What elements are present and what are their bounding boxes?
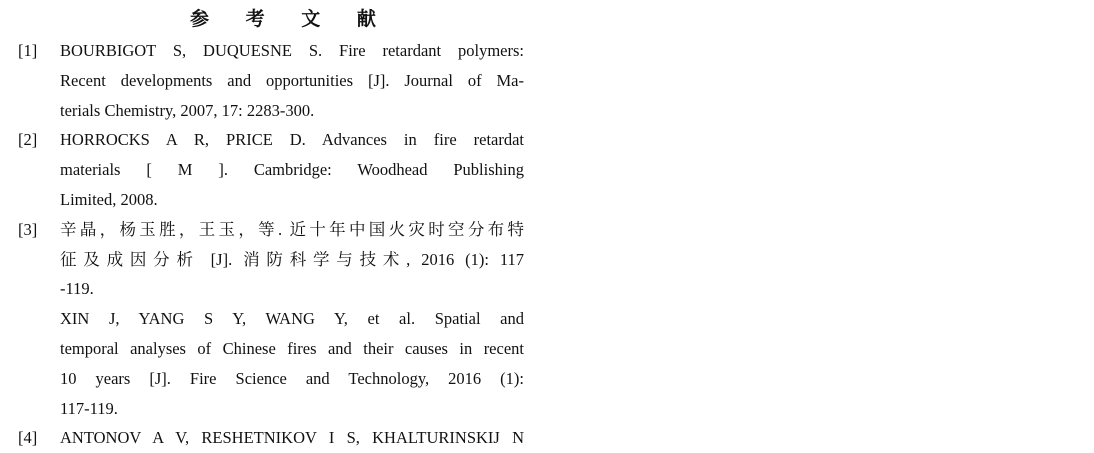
reference-line: -119. bbox=[60, 279, 94, 299]
reference-number: [3] bbox=[18, 219, 38, 239]
reference-line: 10 years [J]. Fire Science and Technology, 2016 (1): bbox=[60, 368, 524, 388]
reference-item-1 bbox=[18, 36, 524, 125]
reference-line: ANTONOV A V, RESHETNIKOV I S, KHALTURINSKIJ N bbox=[60, 428, 524, 448]
reference-line: 征及成因分析 [J]. 消防科学与技术, 2016 (1): 117 bbox=[60, 249, 524, 269]
reference-line: 辛晶，杨玉胜，王玉，等. 近十年中国火灾时空分布特 bbox=[60, 219, 524, 239]
reference-line: HORROCKS A R, PRICE D. Advances in fire retardat bbox=[60, 130, 524, 150]
reference-line: Recent developments and opportunities [J]. Journal of Ma- bbox=[60, 70, 524, 90]
reference-line: 117-119. bbox=[60, 398, 118, 418]
reference-line: materials [ M ]. Cambridge: Woodhead Publishing bbox=[60, 160, 524, 180]
reference-item-3 bbox=[18, 215, 524, 424]
references-heading: 参 考 文 献 bbox=[190, 8, 391, 30]
reference-list bbox=[18, 36, 524, 453]
reference-line: XIN J, YANG S Y, WANG Y, et al. Spatial and bbox=[60, 309, 524, 329]
reference-item-4 bbox=[18, 423, 524, 453]
reference-line: temporal analyses of Chinese fires and their causes in recent bbox=[60, 338, 524, 358]
reference-number: [2] bbox=[18, 130, 38, 150]
reference-item-2 bbox=[18, 125, 524, 214]
reference-number: [1] bbox=[18, 41, 38, 60]
reference-number: [4] bbox=[18, 428, 38, 448]
reference-line: terials Chemistry, 2007, 17: 2283-300. bbox=[60, 100, 315, 120]
reference-line: Limited, 2008. bbox=[60, 189, 158, 209]
reference-line: BOURBIGOT S, DUQUESNE S. Fire retardant polymers: bbox=[60, 41, 524, 60]
